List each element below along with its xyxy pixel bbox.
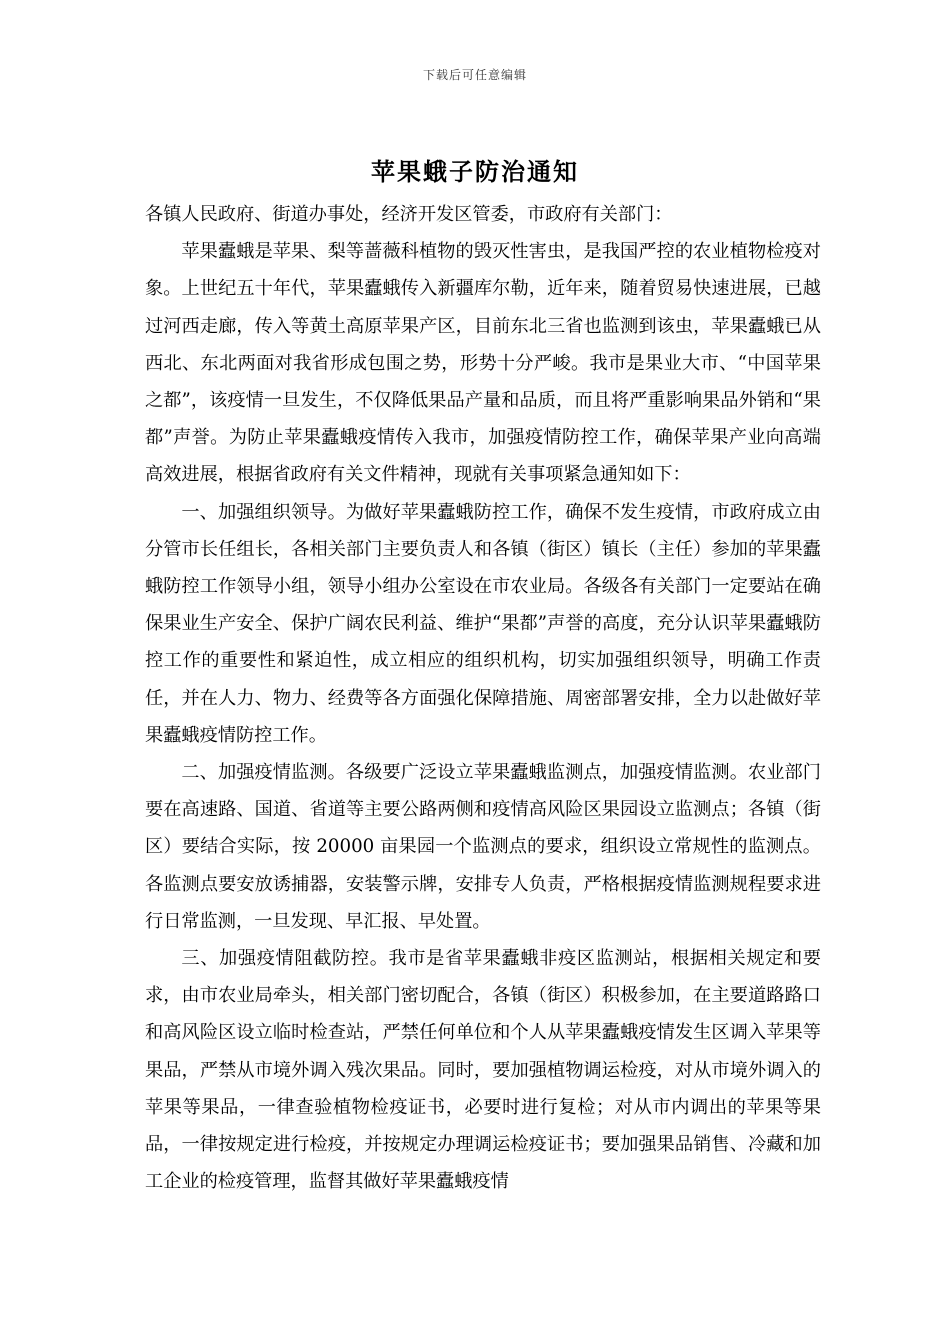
salutation: 各镇人民政府、街道办事处，经济开发区管委，市政府有关部门： xyxy=(145,204,673,225)
paragraph-section-3: 三、加强疫情阻截防控。我市是省苹果蠹蛾非疫区监测站，根据相关规定和要求，由市农业局牵头，相关部门密切配合，各镇（街区）积极参加，在主要道路路口和高风险区设立临时检查站，严禁任何单位和个人从苹果蠹蛾疫情发生区调入苹果等果品，严禁从市境外调入残次果品。同时，要加强植物调运检疫，对从市境外调入的苹果等果品，一律查验植物检疫证书，必要时进行复检；对从市内调出的苹果等果品，一律按规定进行检疫，并按规定办理调运检疫证书；要加强果品销售、冷藏和加工企业的检疫管理，监督其做好苹果蠹蛾疫情 xyxy=(145,948,821,1193)
paragraph-section-2: 二、加强疫情监测。各级要广泛设立苹果蠹蛾监测点，加强疫情监测。农业部门要在高速路、国道、省道等主要公路两侧和疫情高风险区果园设立监测点；各镇（街区）要结合实际，按 20000 亩果园一个监测点的要求，组织设立常规性的监测点。各监测点要安放诱捕器，安装警示牌，安排专人负责，严格根据疫情监测规程要求进行日常监测，一旦发现、早汇报、早处置。 xyxy=(145,762,821,932)
paragraph-intro: 苹果蠹蛾是苹果、梨等蔷薇科植物的毁灭性害虫，是我国严控的农业植物检疫对象。上世纪五十年代，苹果蠹蛾传入新疆库尔勒，近年来，随着贸易快速进展，已越过河西走廊，传入等黄土高原苹果产区，目前东北三省也监测到该虫，苹果蠹蛾已从西北、东北两面对我省形成包围之势，形势十分严峻。我市是果业大市、“中国苹果之都”，该疫情一旦发生，不仅降低果品产量和品质，而且将严重影响果品外销和“果都”声誉。为防止苹果蠹蛾疫情传入我市，加强疫情防控工作，确保苹果产业向高端高效进展，根据省政府有关文件精神，现就有关事项紧急通知如下： xyxy=(145,241,821,486)
document-body xyxy=(145,196,821,1200)
header-note: 下载后可任意编辑 xyxy=(422,68,527,82)
paragraph-section-1: 一、加强组织领导。为做好苹果蠹蛾防控工作，确保不发生疫情，市政府成立由分管市长任组长，各相关部门主要负责人和各镇（街区）镇长（主任）参加的苹果蠹蛾防控工作领导小组，领导小组办公室设在市农业局。各级各有关部门一定要站在确保果业生产安全、保护广阔农民利益、维护“果都”声誉的高度，充分认识苹果蠹蛾防控工作的重要性和紧迫性，成立相应的组织机构，切实加强组织领导，明确工作责任，并在人力、物力、经费等各方面强化保障措施、周密部署安排，全力以赴做好苹果蠹蛾疫情防控工作。 xyxy=(145,501,821,746)
document-title: 苹果蛾子防治通知 xyxy=(371,157,579,186)
